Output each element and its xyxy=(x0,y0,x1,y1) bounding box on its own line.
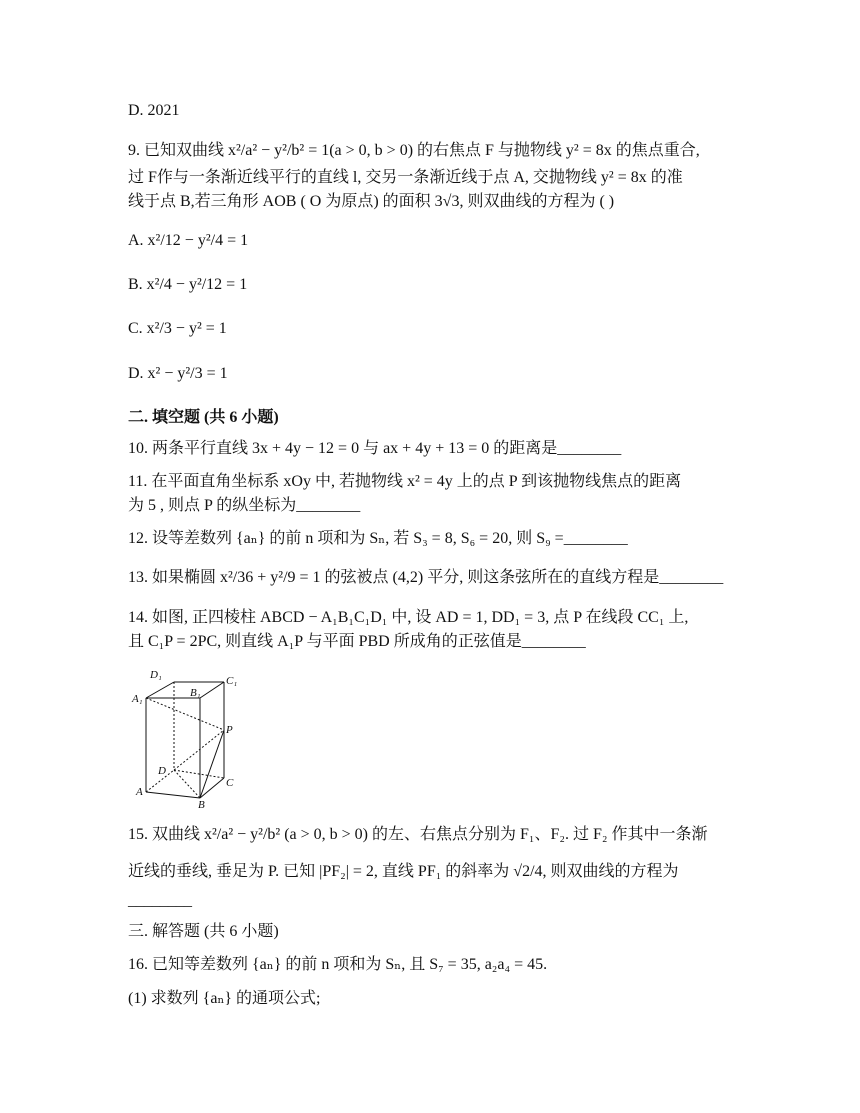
label-b1: B₁ xyxy=(190,687,201,699)
q15-line-3: ________ xyxy=(128,892,192,909)
q9-option-a: A. x²/12 − y²/4 = 1 xyxy=(128,232,249,249)
label-b: B xyxy=(198,799,205,810)
q13-text: 13. 如果椭圆 x²/36 + y²/9 = 1 的弦被点 (4,2) 平分, 则这条弦所在的直线方程是________ xyxy=(128,569,724,586)
label-d1: D₁ xyxy=(150,669,162,681)
label-a: A xyxy=(136,786,143,798)
q14-line-2: 且 C₁P = 2PC, 则直线 A₁P 与平面 PBD 所成角的正弦值是________ xyxy=(128,633,586,650)
q11-line-1: 11. 在平面直角坐标系 xOy 中, 若抛物线 x² = 4y 上的点 P 到该抛物线焦点的距离 xyxy=(128,473,682,490)
q9-option-b: B. x²/4 − y²/12 = 1 xyxy=(128,276,248,293)
q9-line-1: 9. 已知双曲线 x²/a² − y²/b² = 1(a > 0, b > 0) 的右焦点 F 与抛物线 y² = 8x 的焦点重合, xyxy=(128,142,700,159)
q9-option-d: D. x² − y²/3 = 1 xyxy=(128,365,228,382)
q16-line-2: (1) 求数列 {aₙ} 的通项公式; xyxy=(128,990,321,1007)
label-a1: A₁ xyxy=(132,693,143,705)
q15-line-1: 15. 双曲线 x²/a² − y²/b² (a > 0, b > 0) 的左、右焦点分别为 F₁、F₂. 过 F₂ 作其中一条渐 xyxy=(128,826,708,843)
q10-text: 10. 两条平行直线 3x + 4y − 12 = 0 与 ax + 4y + 13 = 0 的距离是________ xyxy=(128,440,622,457)
section-3-heading: 三. 解答题 (共 6 小题) xyxy=(128,923,279,940)
q9-line-2: 过 F作与一条渐近线平行的直线 l, 交另一条渐近线于点 A, 交抛物线 y² = 8x 的准 xyxy=(128,169,683,186)
section-2-heading: 二. 填空题 (共 6 小题) xyxy=(128,409,279,426)
q14-line-1: 14. 如图, 正四棱柱 ABCD − A₁B₁C₁D₁ 中, 设 AD = 1, DD₁ = 3, 点 P 在线段 CC₁ 上, xyxy=(128,609,689,626)
q16-line-1: 16. 已知等差数列 {aₙ} 的前 n 项和为 Sₙ, 且 S₇ = 35, a₂a₄ = 45. xyxy=(128,956,548,973)
label-d: D xyxy=(158,765,166,777)
q9-line-3: 线于点 B,若三角形 AOB ( O 为原点) 的面积 3√3, 则双曲线的方程为 ( ) xyxy=(128,193,615,210)
q9-option-c: C. x²/3 − y² = 1 xyxy=(128,320,227,337)
label-p: P xyxy=(226,724,233,736)
q12-text: 12. 设等差数列 {aₙ} 的前 n 项和为 Sₙ, 若 S₃ = 8, S₆ = 20, 则 S₉ =________ xyxy=(128,530,628,547)
label-c: C xyxy=(226,777,234,789)
q15-line-2: 近线的垂线, 垂足为 P. 已知 |PF₂| = 2, 直线 PF₁ 的斜率为 √2/4, 则双曲线的方程为 xyxy=(128,863,679,880)
q11-line-2: 为 5 , 则点 P 的纵坐标为________ xyxy=(128,497,361,514)
prism-figure xyxy=(128,660,246,810)
label-c1: C₁ xyxy=(226,675,238,687)
q8-option-d: D. 2021 xyxy=(128,102,180,119)
